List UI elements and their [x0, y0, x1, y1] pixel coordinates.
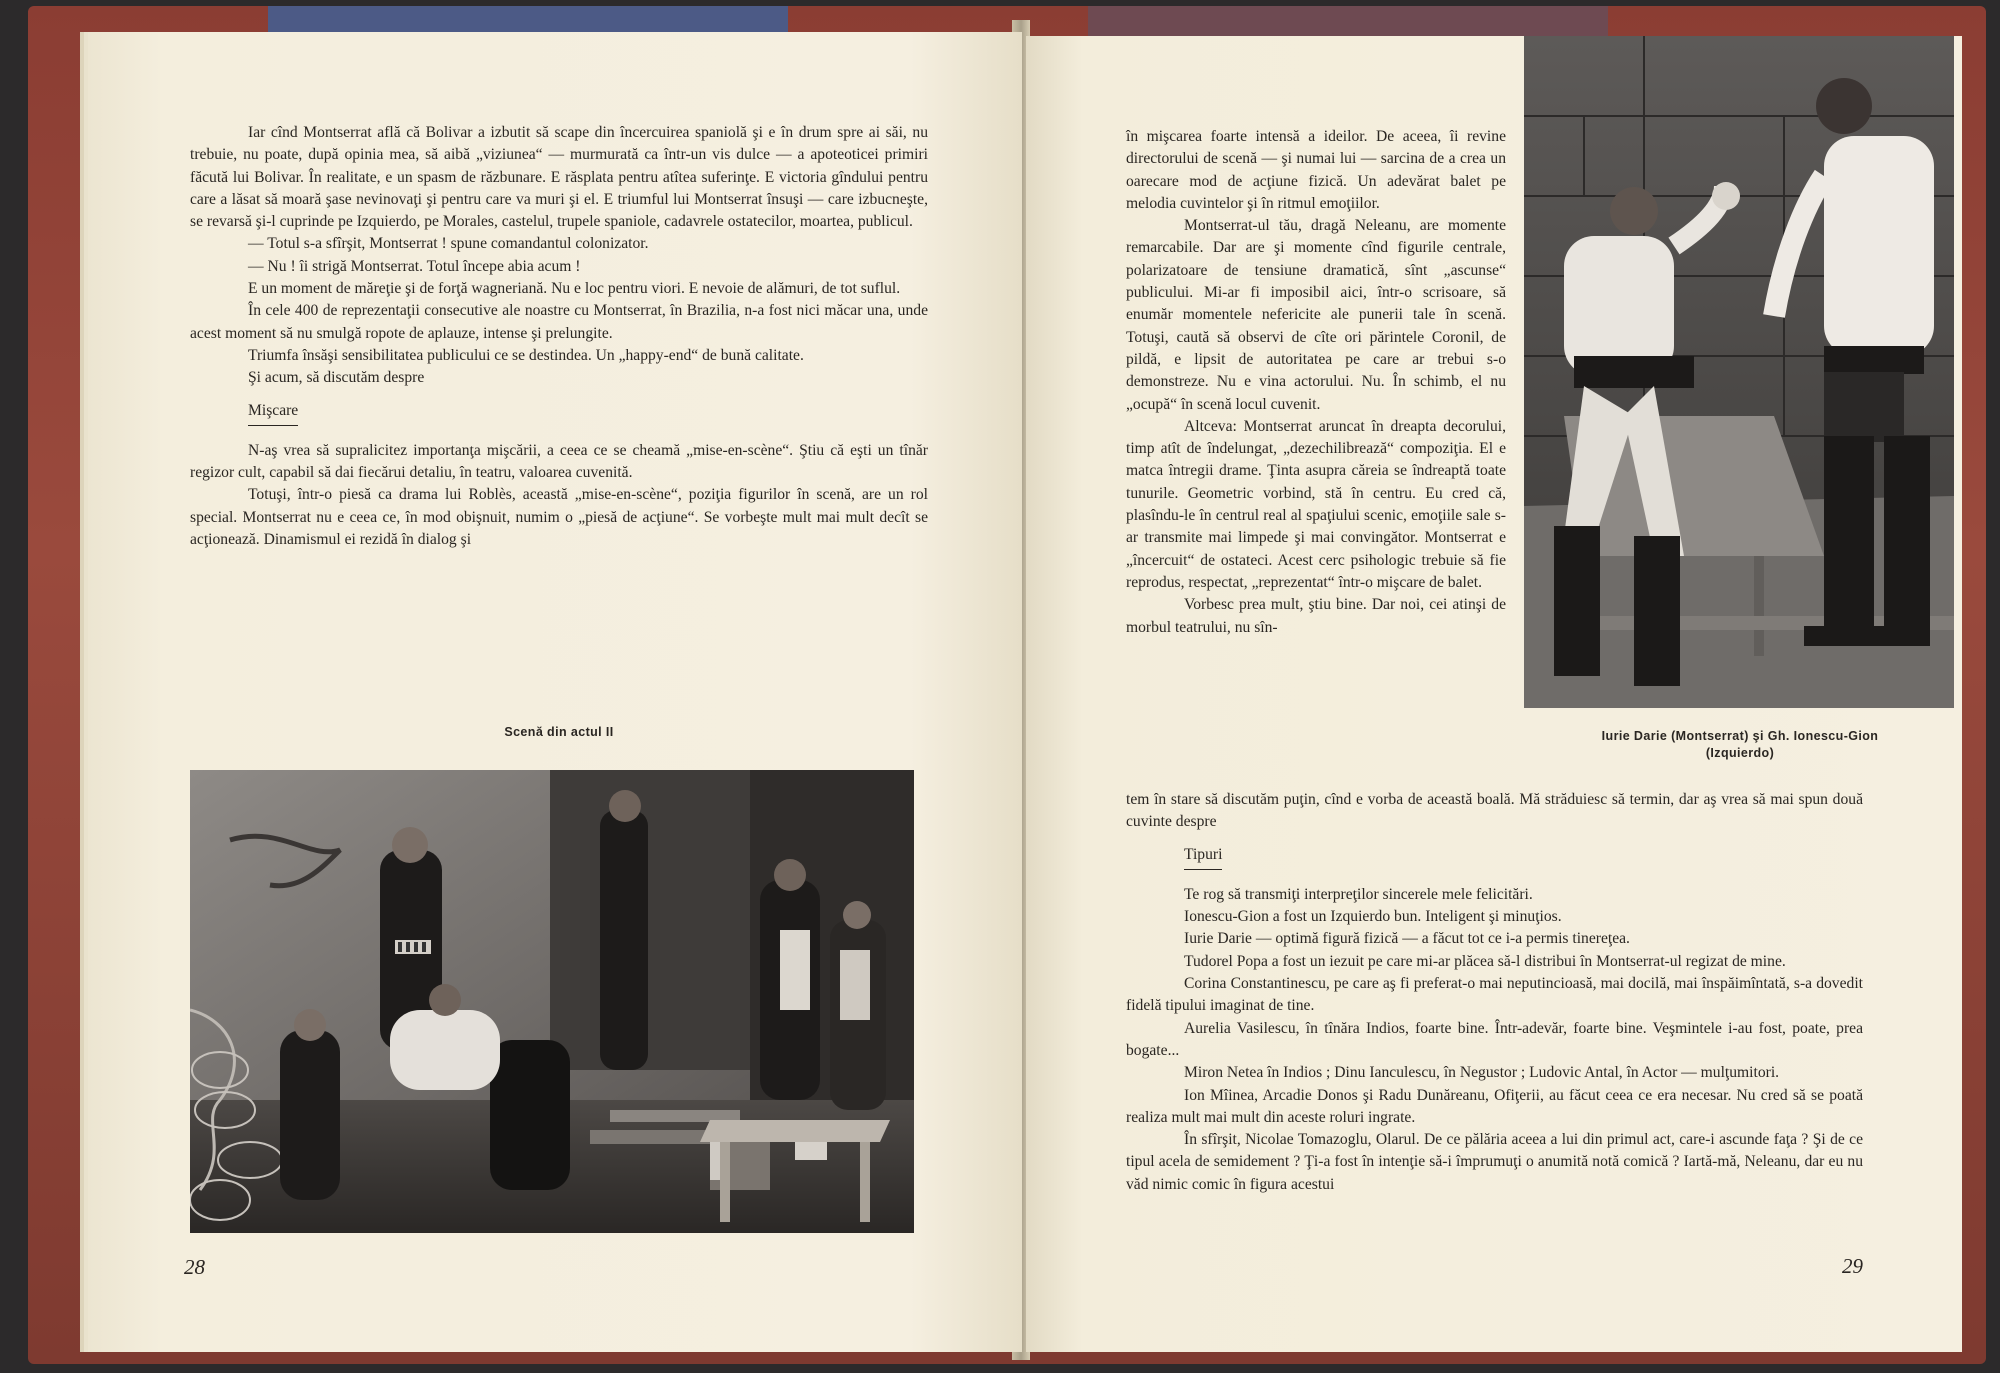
- paragraph: Miron Netea în Indios ; Dinu Ianculescu, în Negustor ; Ludovic Antal, în Actor — mulţumitori.: [1184, 1064, 1780, 1082]
- left-page-text: [190, 122, 928, 551]
- paragraph: Ionescu-Gion a fost un Izquierdo bun. Inteligent şi minuţios.: [1184, 908, 1562, 926]
- paragraph: În cele 400 de reprezentaţii consecutive ale noastre cu Montserrat, în Brazilia, n-a fost nici măcar una, unde acest moment să nu smulgă ropote de aplauze, intense şi prelungite.: [190, 302, 928, 342]
- photo-caption-left: Scenă din actul II: [504, 725, 614, 739]
- paragraph: — Totul s-a sfîrşit, Montserrat ! spune comandantul colonizator.: [248, 235, 649, 253]
- right-page-paragraphs-bottom: [1126, 884, 1863, 1196]
- stage-photo-duo: [1524, 36, 1954, 708]
- paragraph: Tudorel Popa a fost un iezuit pe care mi-ar plăcea să-l distribui în Montserrat-ul regizat de mine.: [1184, 952, 1786, 970]
- left-page-paragraphs-top: [190, 122, 928, 390]
- photo-caption-right-line1: Iurie Darie (Montserrat) şi Gh. Ionescu-Gion: [1601, 729, 1879, 743]
- stage-photo-left: [190, 770, 914, 1233]
- left-page: [88, 32, 1022, 1352]
- photo-caption-right-line2: (Izquierdo): [1705, 746, 1775, 760]
- stage-photo-right: [1524, 36, 1954, 708]
- section-heading-tipuri: Tipuri: [1184, 844, 1222, 870]
- paragraph: Triumfa însăşi sensibilitatea publicului ce se destindea. Un „happy-end“ de bună calitate.: [248, 346, 804, 364]
- paragraph: Şi acum, să discutăm despre: [248, 369, 425, 387]
- paragraph: N-aş vrea să supralicitez importanţa mişcării, a ceea ce se cheamă „mise-en-scène“. Ştiu că eşti un tînăr regizor cult, capabil să dai fiecărui detaliu, în teatru, valoarea cuvenită.: [190, 441, 928, 482]
- page-number-right: 29: [1842, 1254, 1863, 1278]
- left-page-paragraphs-bottom: [190, 440, 928, 551]
- right-page: [1026, 36, 1962, 1352]
- section-heading-miscare: Mişcare: [248, 400, 298, 426]
- paragraph: Iar cînd Montserrat află că Bolivar a izbutit să scape din încercuirea spaniolă şi e în drum spre ai săi, nu trebuie, nu poate, după opinia mea, să aibă „viziunea“ — murmurată ca într-un vis dulce — a apoteoticei primiri făcută lui Bolivar. În realitate, e un spasm de răzbunare. E răsplata pentru atîtea suferinţe. E victoria gîndului pentru care a lăsat să moară şase nevinovaţi şi pentru care va muri şi el. E triumful lui Montserrat însuşi — care izbucneşte, se revarsă şi-l cuprinde pe Izquierdo, pe Morales, castelul, trupele spaniole, cadavrele ostatecilor, moartea, publicul.: [190, 124, 928, 231]
- paragraph: tem în stare să discutăm puţin, cînd e vorba de această boală. Mă străduiesc să termin, dar aş vrea să mai spun două cuvinte despre: [1126, 791, 1863, 831]
- paragraph: Montserrat-ul tău, dragă Neleanu, are momente remarcabile. Dar are şi momente cînd figurile centrale, polarizatoare de tensiune dramatică, sînt „ascunse“ publicului. Mi-ar fi imposibil aici, într-o scrisoare, să enumăr momentele nefericite ale punerii tale în scenă. Totuşi, caută să observi de cîte ori părintele Coronil, de pildă, e lipsit de autoritatea pe care ar trebui s-o demonstreze. Nu e vina actorului. Nu. În schimb, el nu „ocupă“ în scenă locul cuvenit.: [1126, 217, 1506, 413]
- paragraph: E un moment de măreţie şi de forţă wagneriană. Nu e loc pentru viori. E nevoie de alămuri, de tot suflul.: [248, 280, 901, 298]
- paragraph: Ion Mîinea, Arcadie Donos şi Radu Dunăreanu, Ofiţerii, au făcut ceea ce era necesar. Nu cred să se poată realiza mult mai mult din aceste roluri ingrate.: [1126, 1086, 1863, 1126]
- paragraph: în mişcarea foarte intensă a ideilor. De aceea, îi revine directorului de scenă — şi numai lui — sarcina de a crea un oarecare mod de acţiune fizică. Un adevărat balet pe melodia cuvintelor şi în ritmul emoţiilor.: [1126, 128, 1506, 212]
- photo-caption-right: [1522, 728, 1958, 762]
- paragraph: — Nu ! îi strigă Montserrat. Totul începe abia acum !: [248, 257, 581, 275]
- paragraph: Corina Constantinescu, pe care aş fi preferat-o mai neputincioasă, mai docilă, mai înspăimîntată, s-a dovedit fidelă tipului imaginat de tine.: [1126, 975, 1863, 1015]
- stage-photo-scene: [190, 770, 914, 1233]
- right-page-paragraphs-top: [1126, 789, 1863, 834]
- right-page-full-text: [1126, 789, 1863, 1196]
- paragraph: Iurie Darie — optimă figură fizică — a făcut tot ce i-a permis tinereţea.: [1184, 930, 1630, 948]
- paragraph: În sfîrşit, Nicolae Tomazoglu, Olarul. De ce pălăria aceea a lui din primul act, care-i ascunde faţa ? Şi de ce tipul acela de semidement ? Ţi-a fost în intenţie să-i împrumuţi o anumită notă comică ? Iartă-mă, Neleanu, dar eu nu văd nimic comic în figura acestui: [1126, 1131, 1863, 1193]
- right-column-text: [1126, 126, 1506, 639]
- paragraph: Te rog să transmiţi interpreţilor sincerele mele felicitări.: [1184, 885, 1533, 903]
- cover-stripe: [1088, 6, 1608, 36]
- page-number-left: 28: [184, 1255, 205, 1279]
- paragraph: Altceva: Montserrat aruncat în dreapta decorului, timp atît de îndelungat, „dezechilibrează“ compoziţia. El e matca întregii drame. Ţinta asupra căreia se îndreaptă toate tunurile. Geometric vorbind, stă în centru. Eu cred că, plasîndu-le în centrul real al spaţiului scenic, emoţiile sale s-ar transmite mai limpede şi mai convingător. Montserrat e „încercuit“ de ostateci. Acest cerc psihologic trebuie să fie reprodus, respectat, „reprezentat“ într-o mişcare de balet.: [1126, 417, 1506, 591]
- right-column-paragraphs: [1126, 126, 1506, 639]
- paragraph: Aurelia Vasilescu, în tînăra Indios, foarte bine. Într-adevăr, foarte bine. Veşmintele i-au fost, poate, prea bogate...: [1126, 1019, 1863, 1059]
- paragraph: Vorbesc prea mult, ştiu bine. Dar noi, cei atinşi de morbul teatrului, nu sîn-: [1126, 596, 1506, 636]
- paragraph: Totuşi, într-o piesă ca drama lui Roblès, această „mise-en-scène“, poziţia figurilor în scenă, are un rol special. Montserrat nu e ceea ce, în mod obişnuit, numim o „piesă de acţiune“. Se vorbeşte mult mai mult decît se acţionează. Dinamismul ei rezidă în dialog şi: [190, 486, 928, 549]
